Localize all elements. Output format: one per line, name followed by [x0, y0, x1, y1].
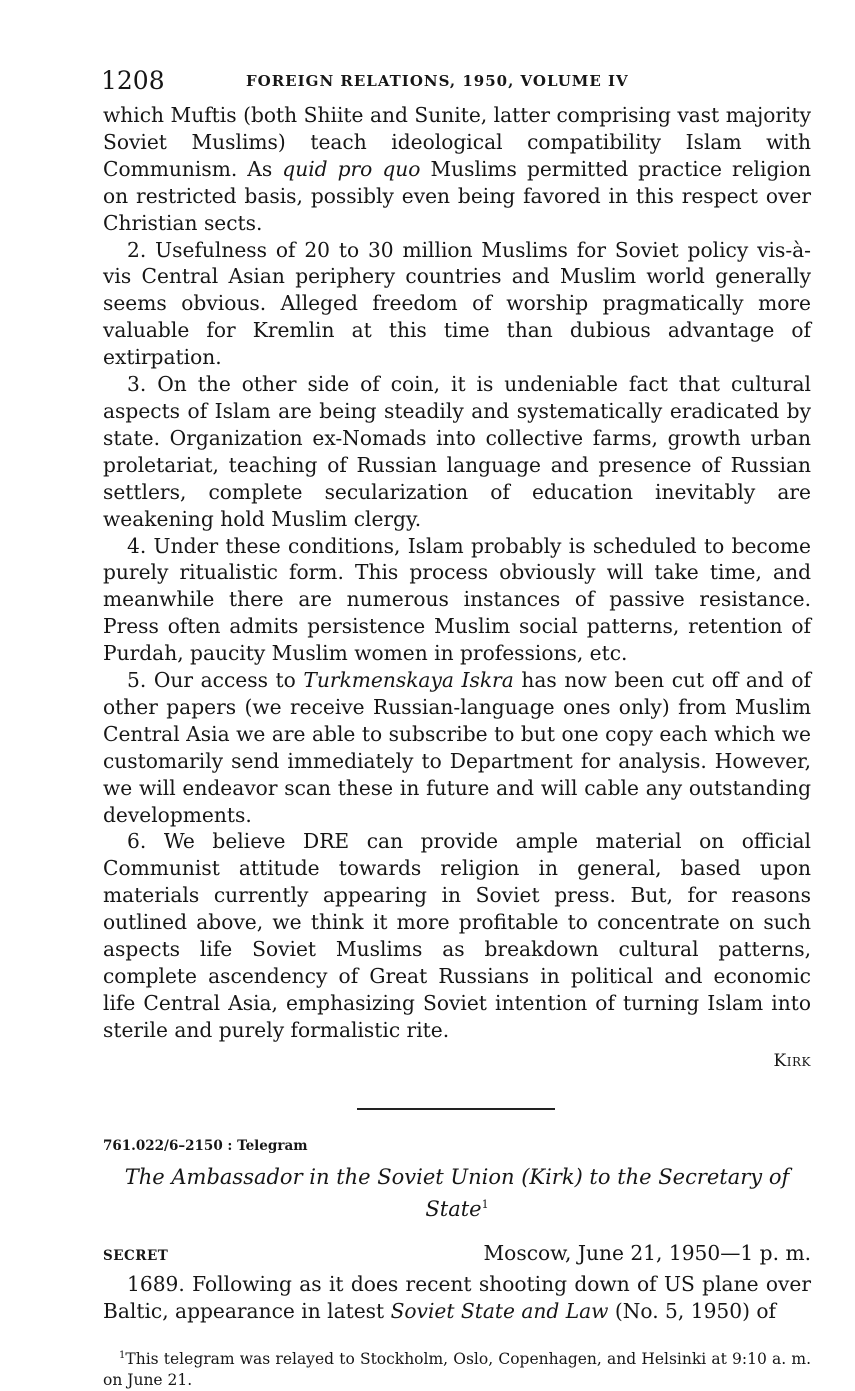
footnote-reference: 1 [481, 1197, 489, 1211]
paragraph-5-italic: Turkmenskaya Iskra [303, 668, 514, 693]
paragraph-5 [103, 667, 811, 828]
running-title: FOREIGN RELATIONS, 1950, VOLUME IV [246, 72, 629, 90]
file-reference: 761.022/6–2150 : Telegram [103, 1137, 308, 1154]
section-divider [357, 1108, 555, 1110]
continuation-text-1: which Muftis (both Shiite and Sunite, latter comprising vast majority Soviet Muslims) teach ideological compatibility Islam with Communism. As [103, 103, 811, 181]
page-number: 1208 [101, 66, 165, 95]
paragraph-3: 3. On the other side of coin, it is undeniable fact that cultural aspects of Islam are being steadily and systematically eradicated by state. Organization ex-Nomads into collective farms, growth urban proletariat, teaching of Russian language and presence of Russian settlers, complete secularization of education inevitably are weakening hold Muslim clergy. [103, 372, 811, 531]
footnote-text: This telegram was relayed to Stockholm, Oslo, Copenhagen, and Helsinki at 9:10 a. m. on June 21. [103, 1349, 811, 1389]
paragraph-4: 4. Under these conditions, Islam probably is scheduled to become purely ritualistic form. This process obviously will take time, and meanwhile there are numerous instances of passive resistance. Press often admits persistence Muslim social patterns, retention of Purdah, paucity Muslim women in professions, etc. [103, 533, 811, 666]
opening-text-1: 1689. Following as it does recent shooting down of US plane over Baltic, appearance in latest [103, 1271, 811, 1323]
telegram-opening [103, 1271, 811, 1325]
footnote-marker: 1 [119, 1349, 126, 1361]
paragraph-6: 6. We believe DRE can provide ample material on official Communist attitude towards religion in general, based upon materials currently appearing in Soviet press. But, for reasons outlined above, we think it more profitable to concentrate on such aspects life Soviet Muslims as breakdown cultural patterns, complete ascendency of Great Russians in political and economic life Central Asia, emphasizing Soviet intention of turning Islam into sterile and purely formalistic rite. [103, 829, 811, 1042]
page-header [103, 62, 811, 102]
document-page [103, 62, 811, 1391]
classification-label: SECRET [103, 1247, 169, 1264]
telegram-body [103, 102, 811, 1044]
footnote [103, 1345, 811, 1391]
opening-italic: Soviet State and Law [390, 1298, 609, 1323]
continuation-paragraph [103, 102, 811, 237]
opening-text-2: (No. 5, 1950) of [608, 1298, 777, 1323]
document-title [103, 1163, 811, 1223]
continuation-text-2: Muslims permitted practice religion on restricted basis, possibly even being favored in this respect over Christian sects. [103, 156, 811, 235]
dateline: Moscow, June 21, 1950—1 p. m. [483, 1240, 811, 1265]
telegram-meta [103, 1241, 811, 1265]
paragraph-5-text-1: 5. Our access to [127, 668, 304, 693]
signature: Kirk [773, 1050, 811, 1071]
paragraph-5-text-2: has now been cut off and of other papers (we receive Russian-language ones only) from Muslim Central Asia we are able to subscribe to but one copy each which we customarily send immediately to Department for analysis. However, we will endeavor scan these in future and will cable any outstanding developments. [103, 668, 811, 827]
paragraph-2: 2. Usefulness of 20 to 30 million Muslims for Soviet policy vis-à-vis Central Asian periphery countries and Muslim world generally seems obvious. Alleged freedom of worship pragmatically more valuable for Kremlin at this time than dubious advantage of extirpation. [103, 237, 811, 370]
document-title-text: The Ambassador in the Soviet Union (Kirk) to the Secretary of State [124, 1164, 790, 1221]
opening-paragraph [103, 1271, 811, 1325]
continuation-italic: quid pro quo [282, 156, 421, 181]
